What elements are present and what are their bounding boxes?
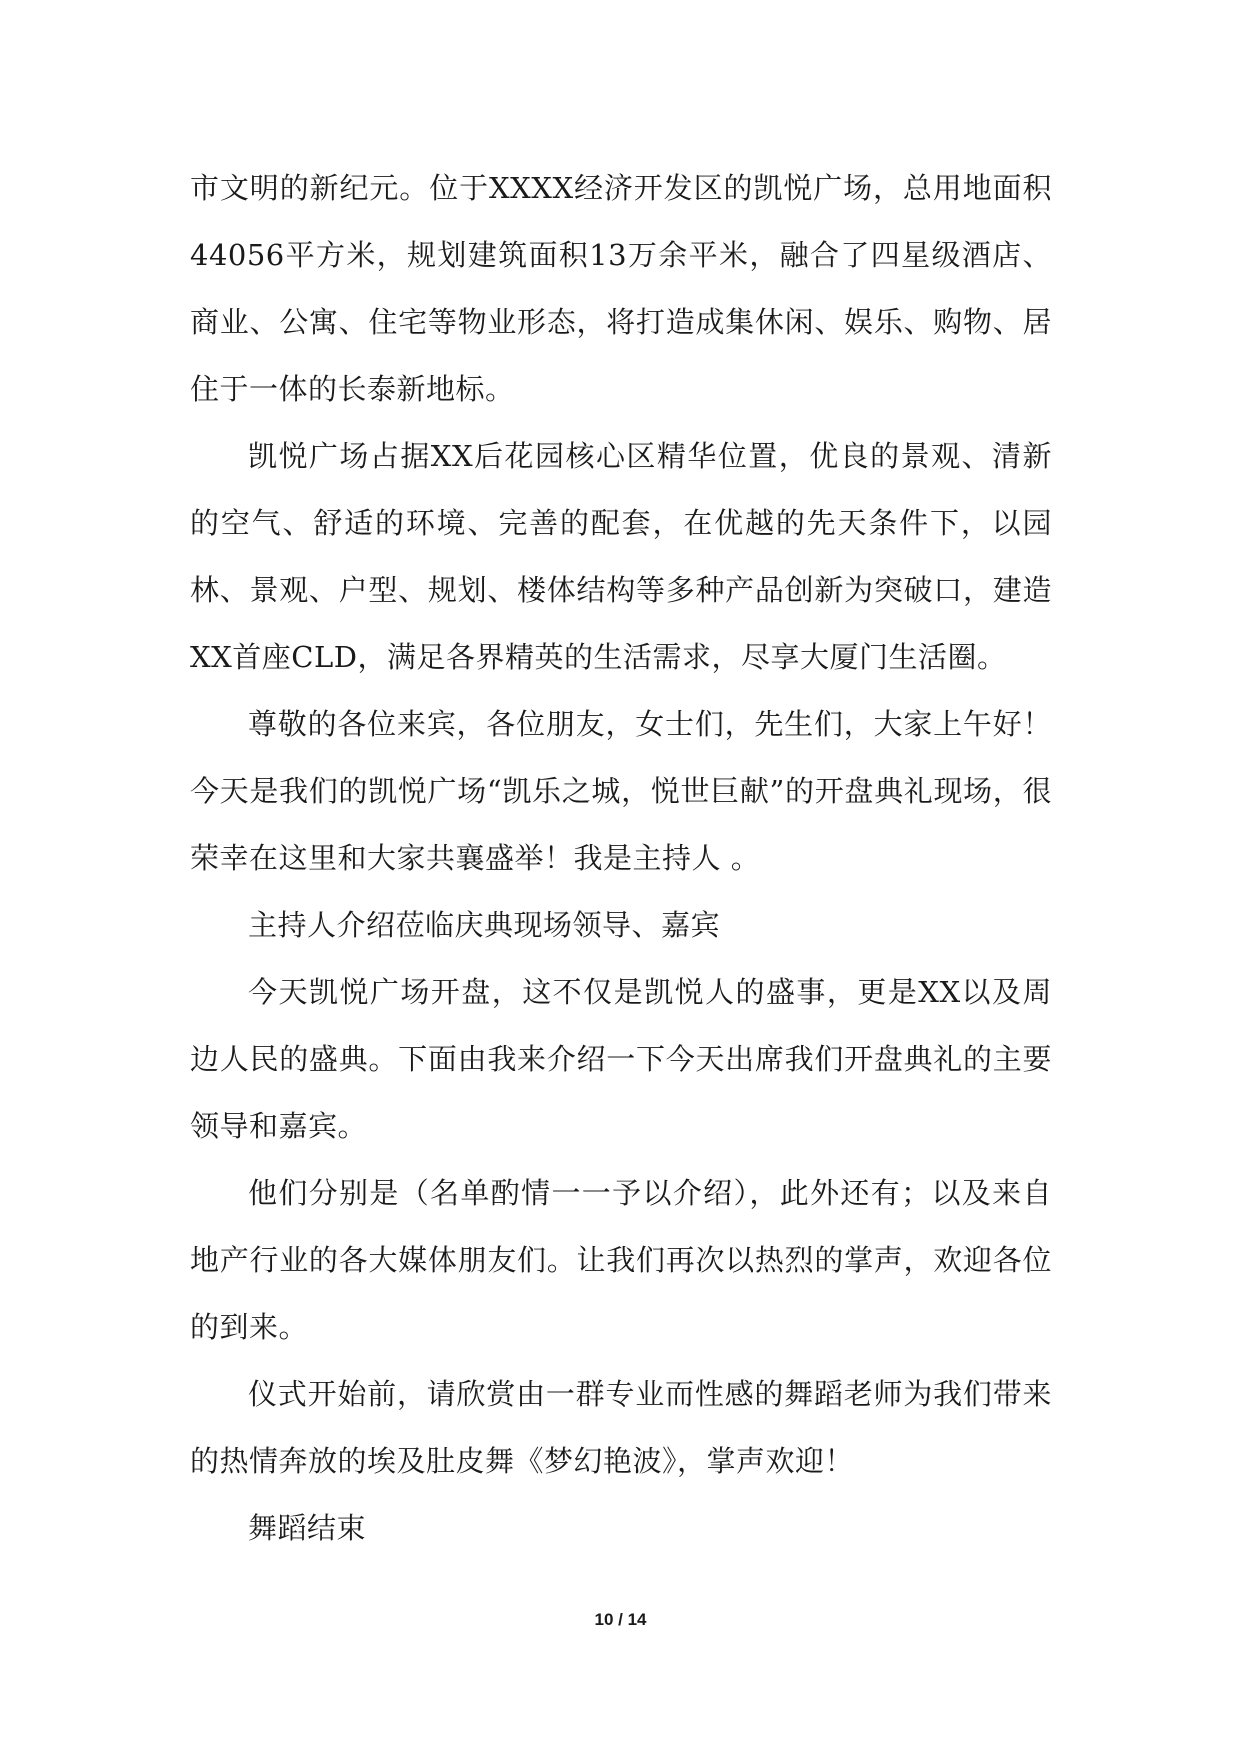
paragraph-greeting: 尊敬的各位来宾，各位朋友，女士们，先生们，大家上午好！今天是我们的凯悦广场“凯乐之城，悦世巨献”的开盘典礼现场，很荣幸在这里和大家共襄盛举！我是主持人 。 [190, 707, 1052, 875]
paragraph-host-intro: 主持人介绍莅临庆典现场领导、嘉宾 [248, 908, 721, 942]
document-body [190, 155, 1052, 1562]
page-number: 10 / 14 [594, 1610, 647, 1629]
paragraph-dance-end: 舞蹈结束 [248, 1511, 367, 1545]
paragraph-location: 凯悦广场占据XX后花园核心区精华位置，优良的景观、清新的空气、舒适的环境、完善的配套，在优越的先天条件下，以园林、景观、户型、规划、楼体结构等多种产品创新为突破口，建造XX首座CLD，满足各界精英的生活需求，尽享大厦门生活圈。 [190, 439, 1052, 674]
paragraph-guests: 他们分别是（名单酌情一一予以介绍），此外还有；以及来自地产行业的各大媒体朋友们。让我们再次以热烈的掌声，欢迎各位的到来。 [190, 1176, 1052, 1344]
paragraph-continuation: 市文明的新纪元。位于XXXX经济开发区的凯悦广场，总用地面积44056平方米，规划建筑面积13万余平米，融合了四星级酒店、商业、公寓、住宅等物业形态，将打造成集休闲、娱乐、购物、居住于一体的长泰新地标。 [190, 171, 1052, 406]
paragraph-dance: 仪式开始前，请欣赏由一群专业而性感的舞蹈老师为我们带来的热情奔放的埃及肚皮舞《梦幻艳波》，掌声欢迎！ [190, 1377, 1052, 1478]
paragraph-opening: 今天凯悦广场开盘，这不仅是凯悦人的盛事，更是XX以及周边人民的盛典。下面由我来介绍一下今天出席我们开盘典礼的主要领导和嘉宾。 [190, 975, 1052, 1143]
